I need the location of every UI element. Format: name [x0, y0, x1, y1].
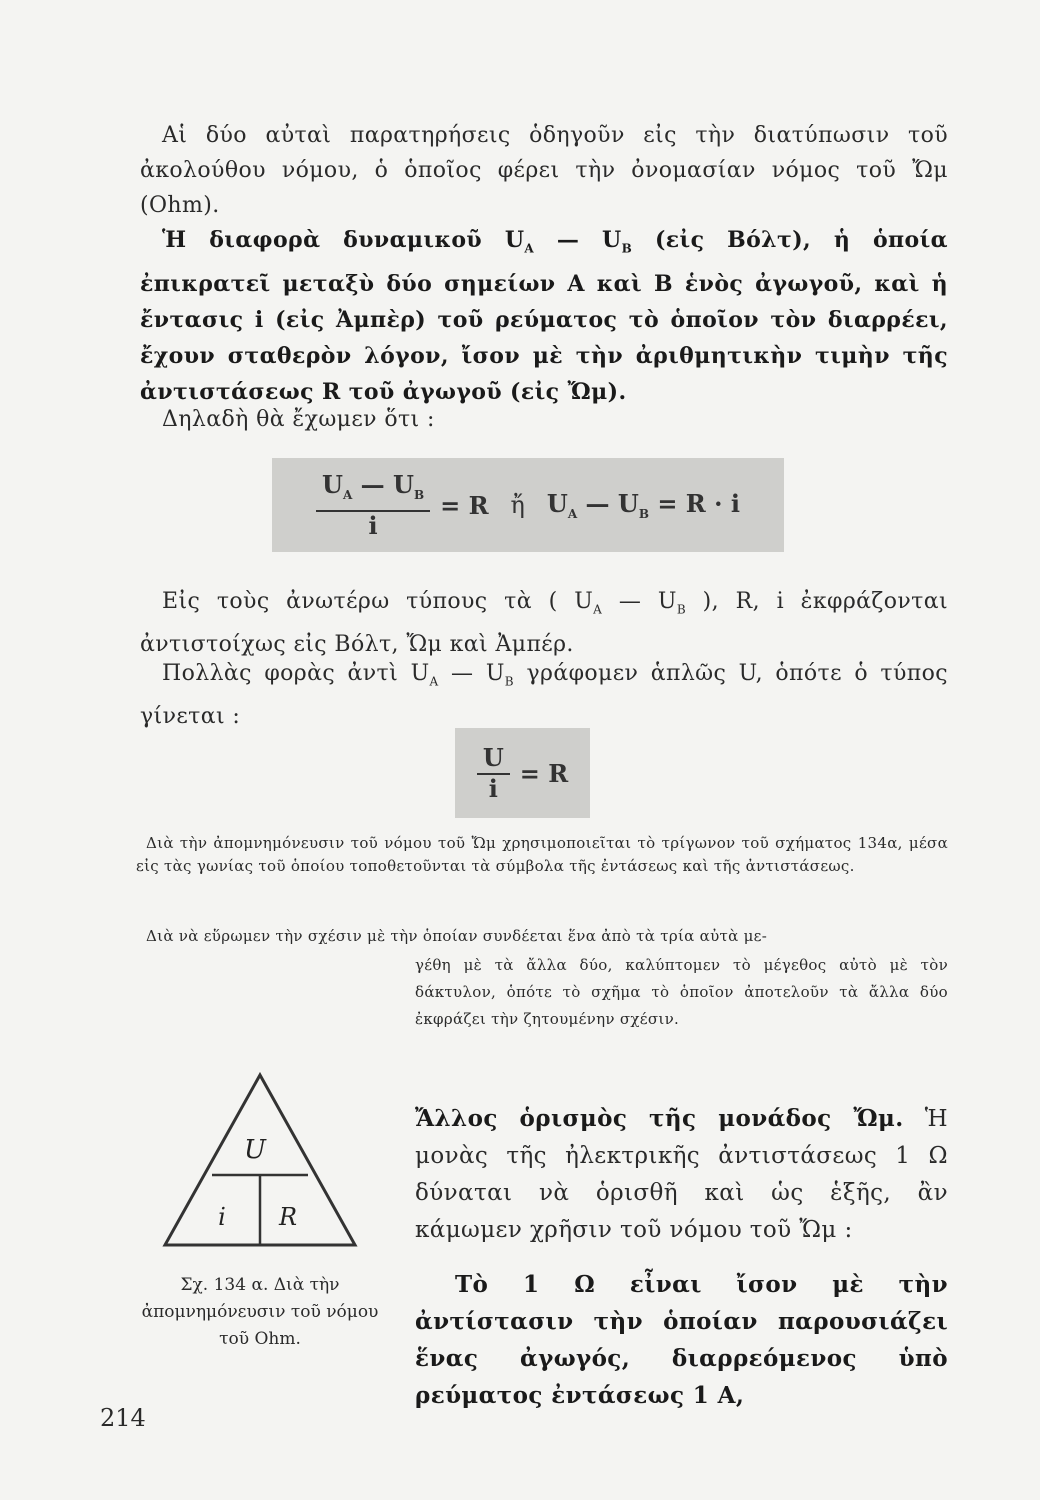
triangle-label-r: R: [278, 1203, 298, 1231]
formula2-fraction: [477, 743, 510, 803]
intro-paragraph: Αἱ δύο αὐταὶ παρατηρήσεις ὁδηγοῦν εἰς τὴν διατύπωσιν τοῦ ἀκολούθου νόμου, ὁ ὁποῖος φέρει τὴν ὀνομασίαν νόμος τοῦ Ὤμ (Ohm).: [140, 123, 948, 218]
formula1-numerator: $U_A$ — $U_B$: [316, 470, 430, 512]
one-ohm-definition: Τὸ 1 Ω εἶναι ἴσον μὲ τὴν ἀντίστασιν τὴν ὁποίαν παρουσιάζει ἕνας ἀγωγός, διαρρεόμενος ὑπὸ ρεύματος ἐντάσεως 1 A,: [415, 1271, 948, 1409]
formula1-or: ἤ: [510, 491, 525, 519]
formula1-rhs: = R: [440, 490, 489, 520]
mnemonic-paragraph: Διὰ τὴν ἀπομνημόνευσιν τοῦ νόμου τοῦ Ὤμ χρησιμοποιεῖται τὸ τρίγωνον τοῦ σχήματος 134α, μέσα εἰς τὰς γωνίας τοῦ ὁποίου τοποθετοῦνται τὰ σύμβολα τῆς ἐντάσεως καὶ τῆς ἀντιστάσεως.: [136, 834, 948, 875]
formula-box-1: [272, 458, 784, 552]
units-paragraph: Εἰς τοὺς ἀνωτέρω τύπους τὰ ( $U_A$ — $U_B$ ), R, i ἐκφράζονται ἀντιστοίχως εἰς Βόλτ, Ὤμ καὶ Ἀμπέρ.: [140, 589, 949, 658]
page-number: 214: [100, 1404, 146, 1432]
figure-caption: Σχ. 134 α. Διὰ τὴν ἀπομνημόνευσιν τοῦ νόμου τοῦ Ohm.: [141, 1275, 379, 1349]
ohm-triangle-figure: [160, 1070, 360, 1250]
triangle-label-u: U: [244, 1135, 266, 1165]
formula1-denominator: i: [368, 510, 378, 540]
formula-box-2: [455, 728, 590, 818]
finger-method-paragraph: γέθη μὲ τὰ ἄλλα δύο, καλύπτομεν τὸ μέγεθος αὐτὸ μὲ τὸν δάκτυλον, ὁπότε τὸ σχῆμα τὸ ὁποῖον ἀποτελοῦν τὰ ἄλλα δύο ἐκφράζει τὴν ζητουμένην σχέσιν.: [415, 956, 948, 1028]
simplification-paragraph: Πολλὰς φορὰς ἀντὶ $U_A$ — $U_B$ γράφομεν ἁπλῶς U, ὁπότε ὁ τύπος γίνεται :: [140, 661, 948, 730]
formula1-product: $U_A$ — $U_B = R \cdot i$: [546, 489, 740, 521]
ohm-law-statement: Ἡ διαφορὰ δυναμικοῦ $U_A$ — $U_B$ (εἰς Βόλτ), ἡ ὁποία ἐπικρατεῖ μεταξὺ δύο σημείων Α καὶ Β ἑνὸς ἀγωγοῦ, καὶ ἡ ἔντασις i (εἰς Ἀμπὲρ) τοῦ ρεύματος τὸ ὁποῖον τὸν διαρρέει, ἔχουν σταθερὸν λόγον, ἴσον μὲ τὴν ἀριθμητικὴν τιμὴν τῆς ἀντιστάσεως R τοῦ ἀγωγοῦ (εἰς Ὤμ).: [140, 227, 948, 406]
formula2-rhs: = R: [519, 758, 569, 788]
alt-definition-paragraph: [415, 1100, 948, 1249]
triangle-label-i: i: [218, 1203, 226, 1231]
formula1-fraction: [316, 470, 430, 540]
namely-line: Δηλαδὴ θὰ ἔχωμεν ὅτι :: [162, 407, 435, 432]
alt-definition-title: Ἄλλος ὁρισμὸς τῆς μονάδος Ὤμ.: [415, 1105, 904, 1132]
formula2-numerator: U: [477, 743, 510, 775]
finger-method-line: Διὰ νὰ εὕρωμεν τὴν σχέσιν μὲ τὴν ὁποίαν συνδέεται ἕνα ἀπὸ τὰ τρία αὐτὰ με-: [146, 927, 768, 945]
alt-definition-text: Ἡ μονὰς τῆς ἠλεκτρικῆς ἀντιστάσεως 1 Ω δύναται νὰ ὁρισθῆ καὶ ὡς ἑξῆς, ἂν κάμωμεν χρῆσιν τοῦ νόμου τοῦ Ὤμ :: [415, 1106, 948, 1243]
formula2-denominator: i: [488, 774, 498, 803]
